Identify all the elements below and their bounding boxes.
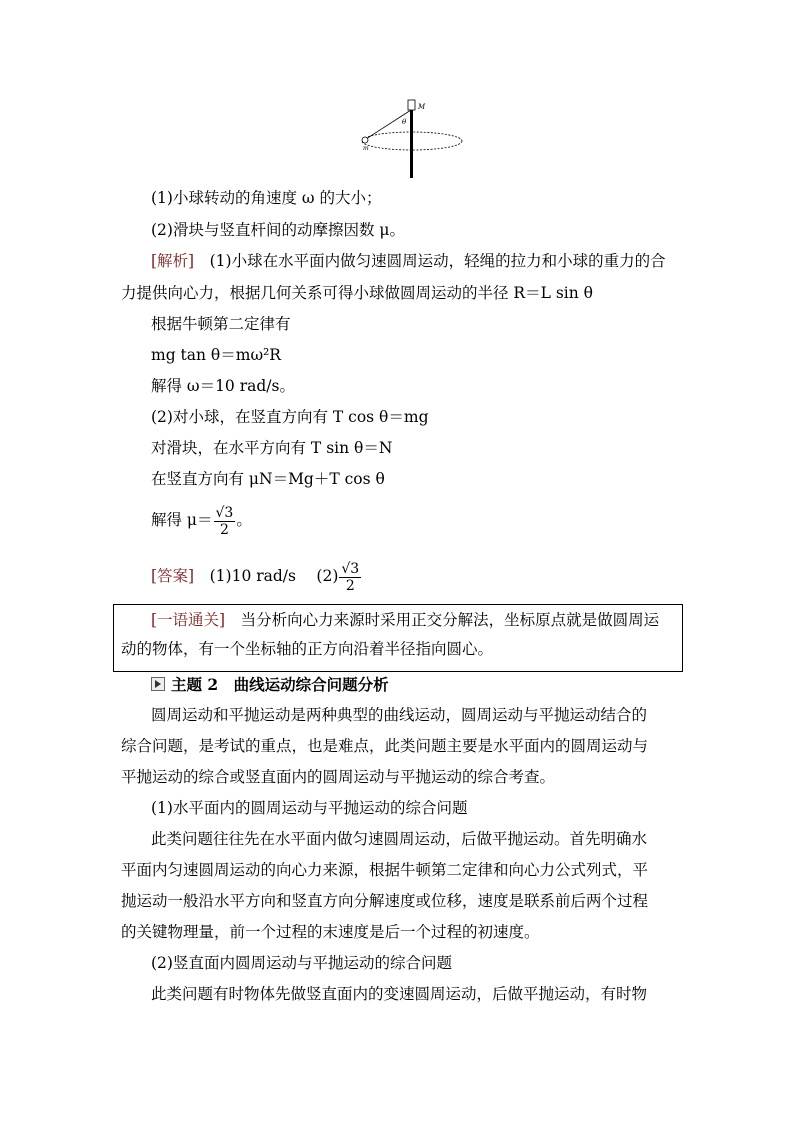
analysis-line-5: 解得 ω＝10 rad/s。 xyxy=(151,377,295,395)
subsection-1-para-4: 的关键物理量，前一个过程的末速度是后一个过程的初速度。 xyxy=(121,923,540,941)
analysis-tag: [解析] xyxy=(151,252,195,270)
subsection-1-para-3: 抛运动一般沿水平方向和竖直方向分解速度或位移，速度是联系前后两个过程 xyxy=(121,892,649,910)
slider-block xyxy=(408,100,415,110)
analysis-line-8: 在竖直方向有 μN＝Mg＋T cos θ xyxy=(151,470,385,488)
topic-heading xyxy=(151,674,711,696)
topic-para-1: 圆周运动和平抛运动是两种典型的曲线运动，圆周运动与平抛运动结合的 xyxy=(151,706,648,724)
analysis-line-2: 力提供向心力，根据几何关系可得小球做圆周运动的半径 R＝L sin θ xyxy=(121,284,593,302)
label-theta: θ xyxy=(402,118,407,126)
analysis-line-7: 对滑块，在水平方向有 T sin θ＝N xyxy=(151,439,393,457)
question-2: (2)滑块与竖直杆间的动摩擦因数 μ。 xyxy=(151,221,405,239)
analysis-line-6: (2)对小球，在竖直方向有 T cos θ＝mg xyxy=(151,408,429,426)
vertical-rod xyxy=(410,102,413,178)
result-suffix: 。 xyxy=(236,511,252,529)
subsection-1-para-1: 此类问题往往先在水平面内做匀速圆周运动，后做平抛运动。首先明确水 xyxy=(151,830,648,848)
topic-heading-text: 主题 2 曲线运动综合问题分析 xyxy=(171,675,389,694)
label-M: M xyxy=(418,103,426,111)
analysis-line-9 xyxy=(151,500,711,540)
physics-figure xyxy=(355,96,475,178)
answer-part-1: (1)10 rad/s xyxy=(209,567,296,585)
topic-para-2: 综合问题，是考试的重点，也是难点，此类问题主要是水平面内的圆周运动与 xyxy=(121,737,649,755)
subsection-2-para-1: 此类问题有时物体先做竖直面内的变速圆周运动，后做平抛运动，有时物 xyxy=(151,985,648,1003)
mu-denominator: 2 xyxy=(219,521,229,538)
tip-tag: [一语通关] xyxy=(151,611,226,629)
question-1: (1)小球转动的角速度 ω 的大小； xyxy=(151,189,382,207)
answer-part-2-prefix: (2) xyxy=(316,567,339,585)
ball xyxy=(362,137,368,143)
answer-denominator: 2 xyxy=(345,577,355,594)
subsection-2-heading: (2)竖直面内圆周运动与平抛运动的综合问题 xyxy=(151,954,452,972)
answer-line xyxy=(151,556,711,596)
answer-numerator: √3 xyxy=(341,560,360,577)
subsection-1-para-2: 平面内匀速圆周运动的向心力来源，根据牛顿第二定律和向心力公式列式，平 xyxy=(121,861,649,879)
tip-text-1: 当分析向心力来源时采用正交分解法，坐标原点就是做圆周运 xyxy=(240,611,660,629)
subsection-1-heading: (1)水平面内的圆周运动与平抛运动的综合问题 xyxy=(151,799,468,817)
tip-line-2: 动的物体，有一个坐标轴的正方向沿着半径指向圆心。 xyxy=(121,640,494,658)
play-triangle-icon xyxy=(151,677,165,691)
result-prefix: 解得 μ＝ xyxy=(151,511,213,529)
analysis-line-3: 根据牛顿第二定律有 xyxy=(151,315,291,333)
analysis-text-1: (1)小球在水平面内做匀速圆周运动，轻绳的拉力和小球的重力的合 xyxy=(209,252,666,270)
mu-fraction xyxy=(214,505,236,538)
analysis-line-1 xyxy=(151,250,711,272)
tip-line-1 xyxy=(151,609,711,631)
answer-tag: [答案] xyxy=(151,567,195,585)
topic-para-3: 平抛运动的综合或竖直面内的圆周运动与平抛运动的综合考查。 xyxy=(121,768,556,786)
label-m: m xyxy=(363,145,369,152)
analysis-line-4: mg tan θ＝mω²R xyxy=(151,346,281,364)
answer-fraction xyxy=(339,561,361,594)
mu-numerator: √3 xyxy=(215,504,234,521)
